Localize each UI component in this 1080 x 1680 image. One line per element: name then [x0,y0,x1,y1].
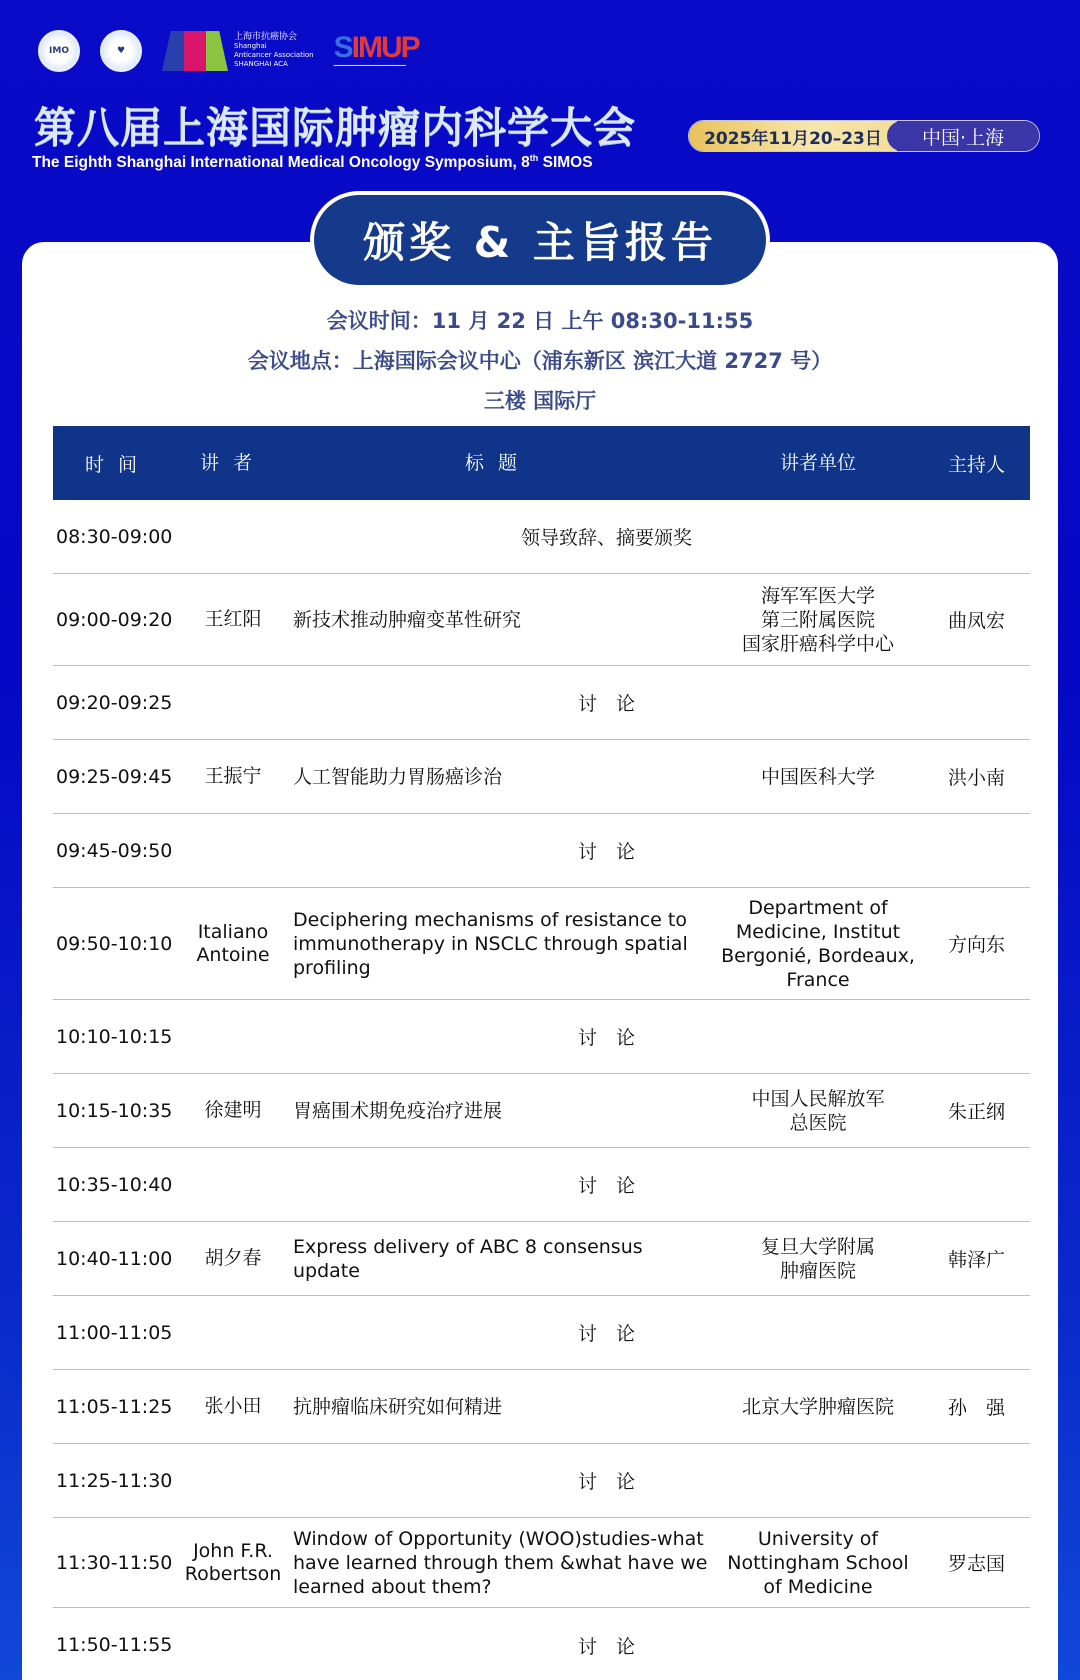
table-row: 10:35-10:40 讨 论 [53,1148,1030,1222]
simup-logo: SIMUP ━━━━━━━━━━━━━━━━━━━━━━━━ [333,31,419,69]
date-location-badge [688,120,1040,152]
hospital-logo: ♥ [100,30,142,72]
table-row: 09:00-09:20 王红阳 新技术推动肿瘤变革性研究 海军军医大学 第三附属医院 国家肝癌科学中心 曲凤宏 [53,574,1030,666]
table-row: 09:50-10:10 Italiano Antoine Deciphering mechanisms of resistance to immunotherapy in NSCLC through spatial profiling Department of Medicine, Institut Bergonié, Bordeaux, France 方向东 [53,888,1030,1000]
table-row: 09:20-09:25 讨 论 [53,666,1030,740]
header-time: 时间 [84,453,151,476]
table-header [53,426,1030,500]
header-affiliation: 讲者单位 [779,452,856,474]
table-row: 10:10-10:15 讨 论 [53,1000,1030,1074]
header-speaker: 讲者 [199,451,266,474]
conference-title-cn: 第八届上海国际肿瘤内科学大会 [34,103,637,152]
conference-title-en: The Eighth Shanghai International Medical Oncology Symposium, 8th SIMOS [32,153,593,172]
conference-date: 2025年11月20–23日 [689,121,897,151]
table-row: 11:30-11:50 John F.R. Robertson Window of Opportunity (WOO)studies-what have learned through them &what have we learned about them? University of Nottingham School of Medicine 罗志国 [53,1518,1030,1608]
logo-strip [38,30,419,72]
aca-logo: 上海市抗癌协会 Shanghai Anticancer Association SHANGHAI ACA [162,31,314,71]
imo-logo: IMO [38,30,80,72]
table-row: 09:45-09:50 讨 论 [53,814,1030,888]
table-row: 11:05-11:25 张小田 抗肿瘤临床研究如何精进 北京大学肿瘤医院 孙 强 [53,1370,1030,1444]
aca-mark-icon [162,31,228,71]
session-title: 颁奖 & 主旨报告 [314,195,766,285]
header-host: 主持人 [947,453,1005,476]
schedule-table [53,426,1030,1680]
session-time: 会议时间：11 月 22 日 上午 08:30-11:55 [326,309,754,333]
table-row: 11:00-11:05 讨 论 [53,1296,1030,1370]
table-row: 11:25-11:30 讨 论 [53,1444,1030,1518]
table-row: 10:15-10:35 徐建明 胃癌围术期免疫治疗进展 中国人民解放军 总医院 朱正纲 [53,1074,1030,1148]
session-title-tab [310,191,770,289]
table-row: 09:25-09:45 王振宁 人工智能助力胃肠癌诊治 中国医科大学 洪小南 [53,740,1030,814]
table-row: 08:30-09:00 领导致辞、摘要颁奖 [53,500,1030,574]
table-row: 11:50-11:55 讨 论 [56,1634,635,1658]
session-room: 三楼 国际厅 [483,389,597,413]
header-title: 标题 [464,452,531,474]
table-row: 10:40-11:00 胡夕春 Express delivery of ABC 8 consensus update 复旦大学附属 肿瘤医院 韩泽广 [53,1222,1030,1296]
conference-place: 中国·上海 [887,121,1039,151]
session-venue: 会议地点：上海国际会议中心（浦东新区 滨江大道 2727 号） [247,349,833,373]
